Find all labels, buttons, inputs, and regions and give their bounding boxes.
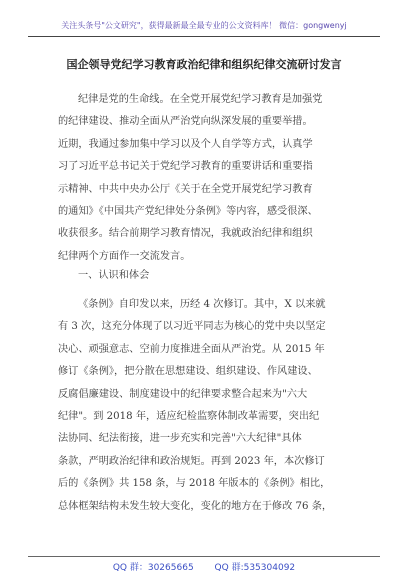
paragraph-line: 决心、顽强意志、空前力度推进全面从严治党。从 2015 年 [58,343,325,355]
footer-qq-group-2: QQ 群:535304092 [214,563,296,573]
paragraph-line: 条款，严明政治纪律和政治规矩。再到 2023 年，本次修订 [58,455,325,467]
paragraph-line: 收获很多。结合前期学习教育情况，我就政治纪律和组织 [58,228,313,240]
paragraph-line: 反腐倡廉建设、制度建设中的纪律要求整合起来为"六大 [58,388,308,400]
paragraph-line: 纪律两个方面作一交流发言。 [58,250,191,262]
header-banner: 关注头条号"公文研究"，获得最新最全最专业的公文资料库！ 微信：gongwenyj [61,21,347,30]
paragraph-line: 有 3 次，这充分体现了以习近平同志为核心的党中央以坚定 [58,321,326,333]
footer-divider [28,556,380,557]
paragraph-line: 习了习近平总书记关于党纪学习教育的重要讲话和重要指 [58,161,313,173]
paragraph-line: 近期，我通过参加集中学习以及个人自学等方式，认真学 [58,138,313,150]
paragraph-1 [58,89,360,268]
paragraph-line: 总体框架结构未发生较大变化，变化的地方在于修改 76 条， [58,500,333,512]
paragraph-line: 后的《条例》共 158 条，与 2018 年版本的《条例》相比， [58,478,331,490]
paragraph-line: 纪律"。到 2018 年，适应纪检监察体制改革需要，突出纪 [58,410,320,422]
paragraph-line: 纪律是党的生命线。在全党开展党纪学习教育是加强党 [78,94,323,105]
footer [0,560,408,573]
paragraph-line: 修订《条例》，把分散在思想建设、组织建设、作风建设、 [58,366,318,378]
paragraph-line: 示精神、中共中央办公厅《关于在全党开展党纪学习教育 [58,183,313,195]
section-heading: 一、认识和体会 [78,270,150,281]
paragraph-line: 的通知》《中国共产党纪律处分条例》等内容，感受很深、 [58,205,318,217]
header-divider [28,36,380,37]
paragraph-2 [58,294,360,518]
paragraph-line: 的纪律建设、推动全面从严治党向纵深发展的重要举措。 [58,116,313,128]
paragraph-line: 法协同、纪法衔接，进一步充实和完善"六大纪律"具体 [58,433,302,445]
footer-qq-group-1: QQ 群：30265665 [112,563,194,573]
paragraph-line: 《条例》自印发以来，历经 4 次修订。其中，X 以来就 [78,299,326,310]
document-title: 国企领导党纪学习教育政治纪律和组织纪律交流研讨发言 [66,58,342,71]
